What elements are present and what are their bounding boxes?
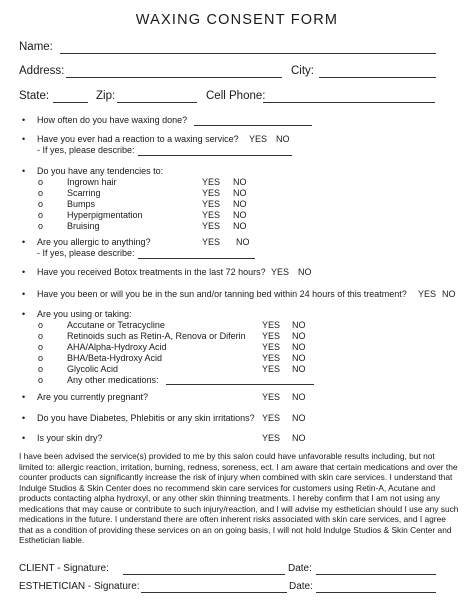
circle-bullet-icon: o [38, 177, 44, 187]
no-option[interactable]: NO [292, 392, 306, 402]
no-option[interactable]: NO [233, 210, 247, 220]
question-allergies: Are you allergic to anything? [37, 237, 151, 247]
client-signature-field[interactable] [123, 574, 285, 575]
client-date-label: Date: [288, 563, 312, 574]
no-option[interactable]: NO [233, 188, 247, 198]
no-option[interactable]: NO [233, 199, 247, 209]
tendency-item: Scarring [67, 188, 101, 198]
no-option[interactable]: NO [292, 320, 306, 330]
circle-bullet-icon: o [38, 353, 44, 363]
medication-item: Accutane or Tetracycline [67, 320, 165, 330]
reaction-describe-field[interactable] [138, 155, 292, 156]
zip-label: Zip: [96, 90, 116, 102]
bullet-icon: • [22, 166, 26, 176]
circle-bullet-icon: o [38, 210, 44, 220]
medication-item: BHA/Beta-Hydroxy Acid [67, 353, 163, 363]
medication-item: Glycolic Acid [67, 364, 119, 374]
client-date-field[interactable] [316, 574, 436, 575]
bullet-icon: • [22, 237, 26, 247]
bullet-icon: • [22, 413, 26, 423]
circle-bullet-icon: o [38, 331, 44, 341]
yes-option[interactable]: YES [262, 342, 281, 352]
yes-option[interactable]: YES [262, 433, 281, 443]
name-field[interactable] [60, 53, 436, 54]
question-medications: Are you using or taking: [37, 309, 132, 319]
other-medications-field[interactable] [166, 384, 314, 385]
address-label: Address: [19, 65, 65, 77]
yes-option[interactable]: YES [262, 413, 281, 423]
tendency-item: Bruising [67, 221, 100, 231]
esthetician-signature-field[interactable] [141, 592, 287, 593]
state-label: State: [19, 90, 50, 102]
zip-field[interactable] [117, 102, 197, 103]
yes-option[interactable]: YES [202, 188, 221, 198]
tendency-item: Hyperpigmentation [67, 210, 143, 220]
yes-option[interactable]: YES [202, 237, 221, 247]
circle-bullet-icon: o [38, 188, 44, 198]
consent-paragraph: I have been advised the service(s) provided to me by this salon could have unfavorable results including, but not limited to: allergic reaction, irritation, burning, redness, soreness, ect. I am aware that certain medications and over the counter products can significantly increase the risk of injury when combined with skin care services. I understand that Indulge Studios & Skin Center does no recommend skin care services for customers using Retin-A, Acutane and products contacting alpha hydroxyl, or any other skin thinning treatments. I hereby confirm that I am not using any medications that may cause or contribute to such injury/reaction, and I will advise my esthetician should I use any such medications in the future. I understand there are often inherent risks associated with skin care services, and I agree that as a condition of providing these services on an on going basis, I will not hold Indulge Studios & Skin Center and Esthetician liable. [19, 451, 459, 545]
question-botox: Have you received Botox treatments in the last 72 hours? [37, 267, 266, 277]
esthetician-date-field[interactable] [316, 592, 436, 593]
bullet-icon: • [22, 267, 26, 277]
circle-bullet-icon: o [38, 364, 44, 374]
no-option[interactable]: NO [298, 267, 312, 277]
no-option[interactable]: NO [442, 289, 456, 299]
tendency-item: Bumps [67, 199, 96, 209]
circle-bullet-icon: o [38, 320, 44, 330]
allergy-describe-label: - If yes, please describe: [37, 248, 135, 258]
question-waxing-reaction: Have you ever had a reaction to a waxing service? [37, 134, 239, 144]
tendency-item: Ingrown hair [67, 177, 117, 187]
yes-option[interactable]: YES [202, 221, 221, 231]
medication-item: Retinoids such as Retin-A, Renova or Diferin [67, 331, 246, 341]
reaction-describe-label: - If yes, please describe: [37, 145, 135, 155]
state-field[interactable] [53, 102, 88, 103]
question-skin-conditions: Do you have Diabetes, Phlebitis or any skin irritations? [37, 413, 255, 423]
yes-option[interactable]: YES [202, 210, 221, 220]
yes-option[interactable]: YES [262, 320, 281, 330]
allergy-describe-field[interactable] [138, 258, 255, 259]
yes-option[interactable]: YES [202, 177, 221, 187]
yes-option[interactable]: YES [262, 353, 281, 363]
no-option[interactable]: NO [292, 433, 306, 443]
city-label: City: [291, 65, 314, 77]
question-dry-skin: Is your skin dry? [37, 433, 103, 443]
circle-bullet-icon: o [38, 342, 44, 352]
esthetician-signature-label: ESTHETICIAN - Signature: [19, 581, 140, 592]
yes-option[interactable]: YES [262, 331, 281, 341]
circle-bullet-icon: o [38, 221, 44, 231]
bullet-icon: • [22, 392, 26, 402]
esthetician-date-label: Date: [289, 581, 313, 592]
medication-item: Any other medications: [67, 375, 159, 385]
no-option[interactable]: NO [233, 177, 247, 187]
circle-bullet-icon: o [38, 375, 44, 385]
no-option[interactable]: NO [292, 342, 306, 352]
question-waxing-frequency: How often do you have waxing done? [37, 115, 188, 125]
name-label: Name: [19, 41, 53, 53]
question-sun-exposure: Have you been or will you be in the sun and/or tanning bed within 24 hours of this treatment? [37, 289, 407, 299]
no-option[interactable]: NO [292, 331, 306, 341]
page-title: WAXING CONSENT FORM [135, 12, 339, 28]
no-option[interactable]: NO [276, 134, 290, 144]
city-field[interactable] [319, 77, 436, 78]
medication-item: AHA/Alpha-Hydroxy Acid [67, 342, 167, 352]
bullet-icon: • [22, 433, 26, 443]
client-signature-label: CLIENT - Signature: [19, 563, 109, 574]
bullet-icon: • [22, 309, 26, 319]
yes-option[interactable]: YES [262, 392, 281, 402]
circle-bullet-icon: o [38, 199, 44, 209]
cell-phone-field[interactable] [263, 102, 435, 103]
bullet-icon: • [22, 289, 26, 299]
address-field[interactable] [66, 77, 282, 78]
yes-option[interactable]: YES [249, 134, 268, 144]
bullet-icon: • [22, 134, 26, 144]
bullet-icon: • [22, 115, 26, 125]
question-pregnant: Are you currently pregnant? [37, 392, 149, 402]
yes-option[interactable]: YES [418, 289, 437, 299]
yes-option[interactable]: YES [271, 267, 290, 277]
no-option[interactable]: NO [233, 221, 247, 231]
waxing-frequency-field[interactable] [194, 125, 312, 126]
no-option[interactable]: NO [236, 237, 250, 247]
yes-option[interactable]: YES [202, 199, 221, 209]
no-option[interactable]: NO [292, 364, 306, 374]
yes-option[interactable]: YES [262, 364, 281, 374]
question-tendencies: Do you have any tendencies to: [37, 166, 164, 176]
no-option[interactable]: NO [292, 353, 306, 363]
no-option[interactable]: NO [292, 413, 306, 423]
cell-phone-label: Cell Phone: [206, 90, 266, 102]
